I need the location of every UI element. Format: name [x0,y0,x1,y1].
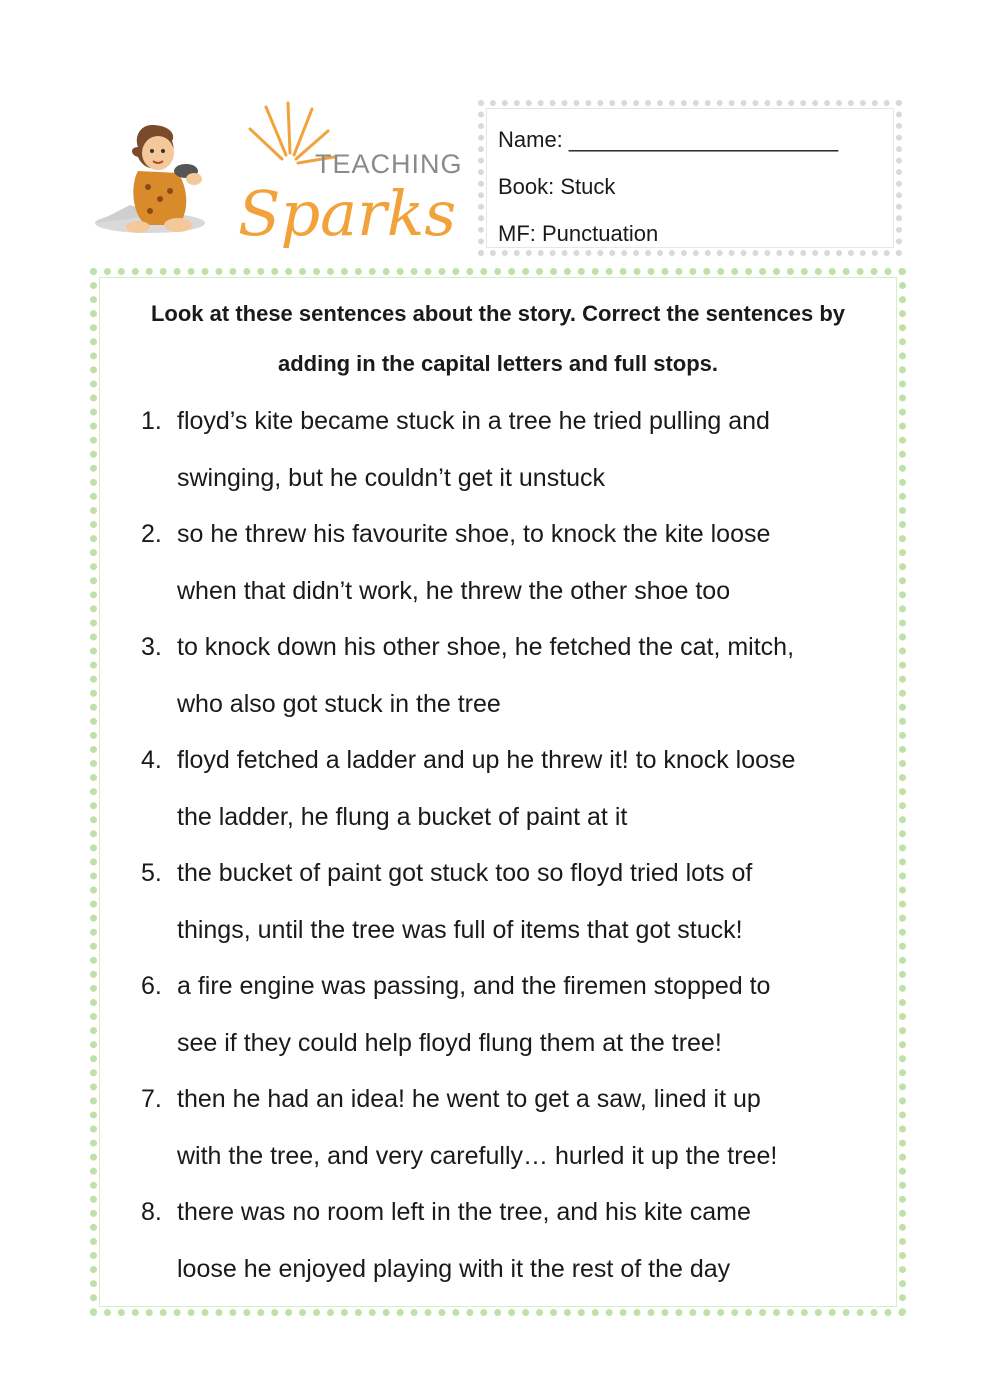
item-line-1: floyd’s kite became stuck in a tree he tried pulling and [177,407,770,435]
item-line-2: see if they could help floyd flung them at the tree! [177,1028,722,1057]
list-item [119,1184,877,1297]
logo-graphic [90,95,470,255]
item-number: 6. [141,972,162,1000]
list-item [119,732,877,845]
worksheet-box [90,268,906,1316]
item-line-1: the bucket of paint got stuck too so floyd tried lots of [177,859,753,887]
item-line-1: there was no room left in the tree, and his kite came [177,1198,751,1226]
student-info-box [478,100,902,256]
list-item [119,845,877,958]
instructions [119,289,877,389]
item-number: 3. [141,633,162,661]
item-line-1: so he threw his favourite shoe, to knock the kite loose [177,520,771,548]
item-line-1: to knock down his other shoe, he fetched the cat, mitch, [177,633,795,661]
list-item [119,393,877,506]
logo-text-teaching: TEACHING [315,149,463,179]
mf-label: MF: Punctuation [498,221,659,246]
item-line-2: swinging, but he couldn’t get it unstuck [177,463,606,492]
list-item [119,1071,877,1184]
item-line-2: who also got stuck in the tree [177,689,501,718]
item-line-2: things, until the tree was full of items that got stuck! [177,915,743,944]
instructions-line-1: Look at these sentences about the story. Correct the sentences by [150,301,845,326]
item-number: 1. [141,407,162,435]
list-item [119,506,877,619]
item-line-1: a fire engine was passing, and the firemen stopped to [177,972,771,1000]
teaching-sparks-logo [90,95,470,255]
item-line-1: then he had an idea! he went to get a saw, lined it up [177,1085,761,1113]
item-line-2: when that didn’t work, he threw the other shoe too [177,576,731,605]
item-number: 2. [141,520,162,548]
item-line-2: with the tree, and very carefully… hurled it up the tree! [177,1141,778,1170]
item-line-2: loose he enjoyed playing with it the rest of the day [177,1254,731,1283]
name-field[interactable]: Name: ______________________ [498,127,839,152]
item-number: 8. [141,1198,162,1226]
item-line-2: the ladder, he flung a bucket of paint at it [177,802,628,831]
book-label: Book: Stuck [498,174,616,199]
list-item [119,958,877,1071]
item-number: 7. [141,1085,162,1113]
item-line-1: floyd fetched a ladder and up he threw it! to knock loose [177,746,796,774]
sentence-list [119,393,877,1297]
instructions-line-2: adding in the capital letters and full stops. [277,351,719,376]
logo-text-sparks: Sparks [238,177,457,250]
item-number: 5. [141,859,162,887]
item-number: 4. [141,746,162,774]
list-item [119,619,877,732]
